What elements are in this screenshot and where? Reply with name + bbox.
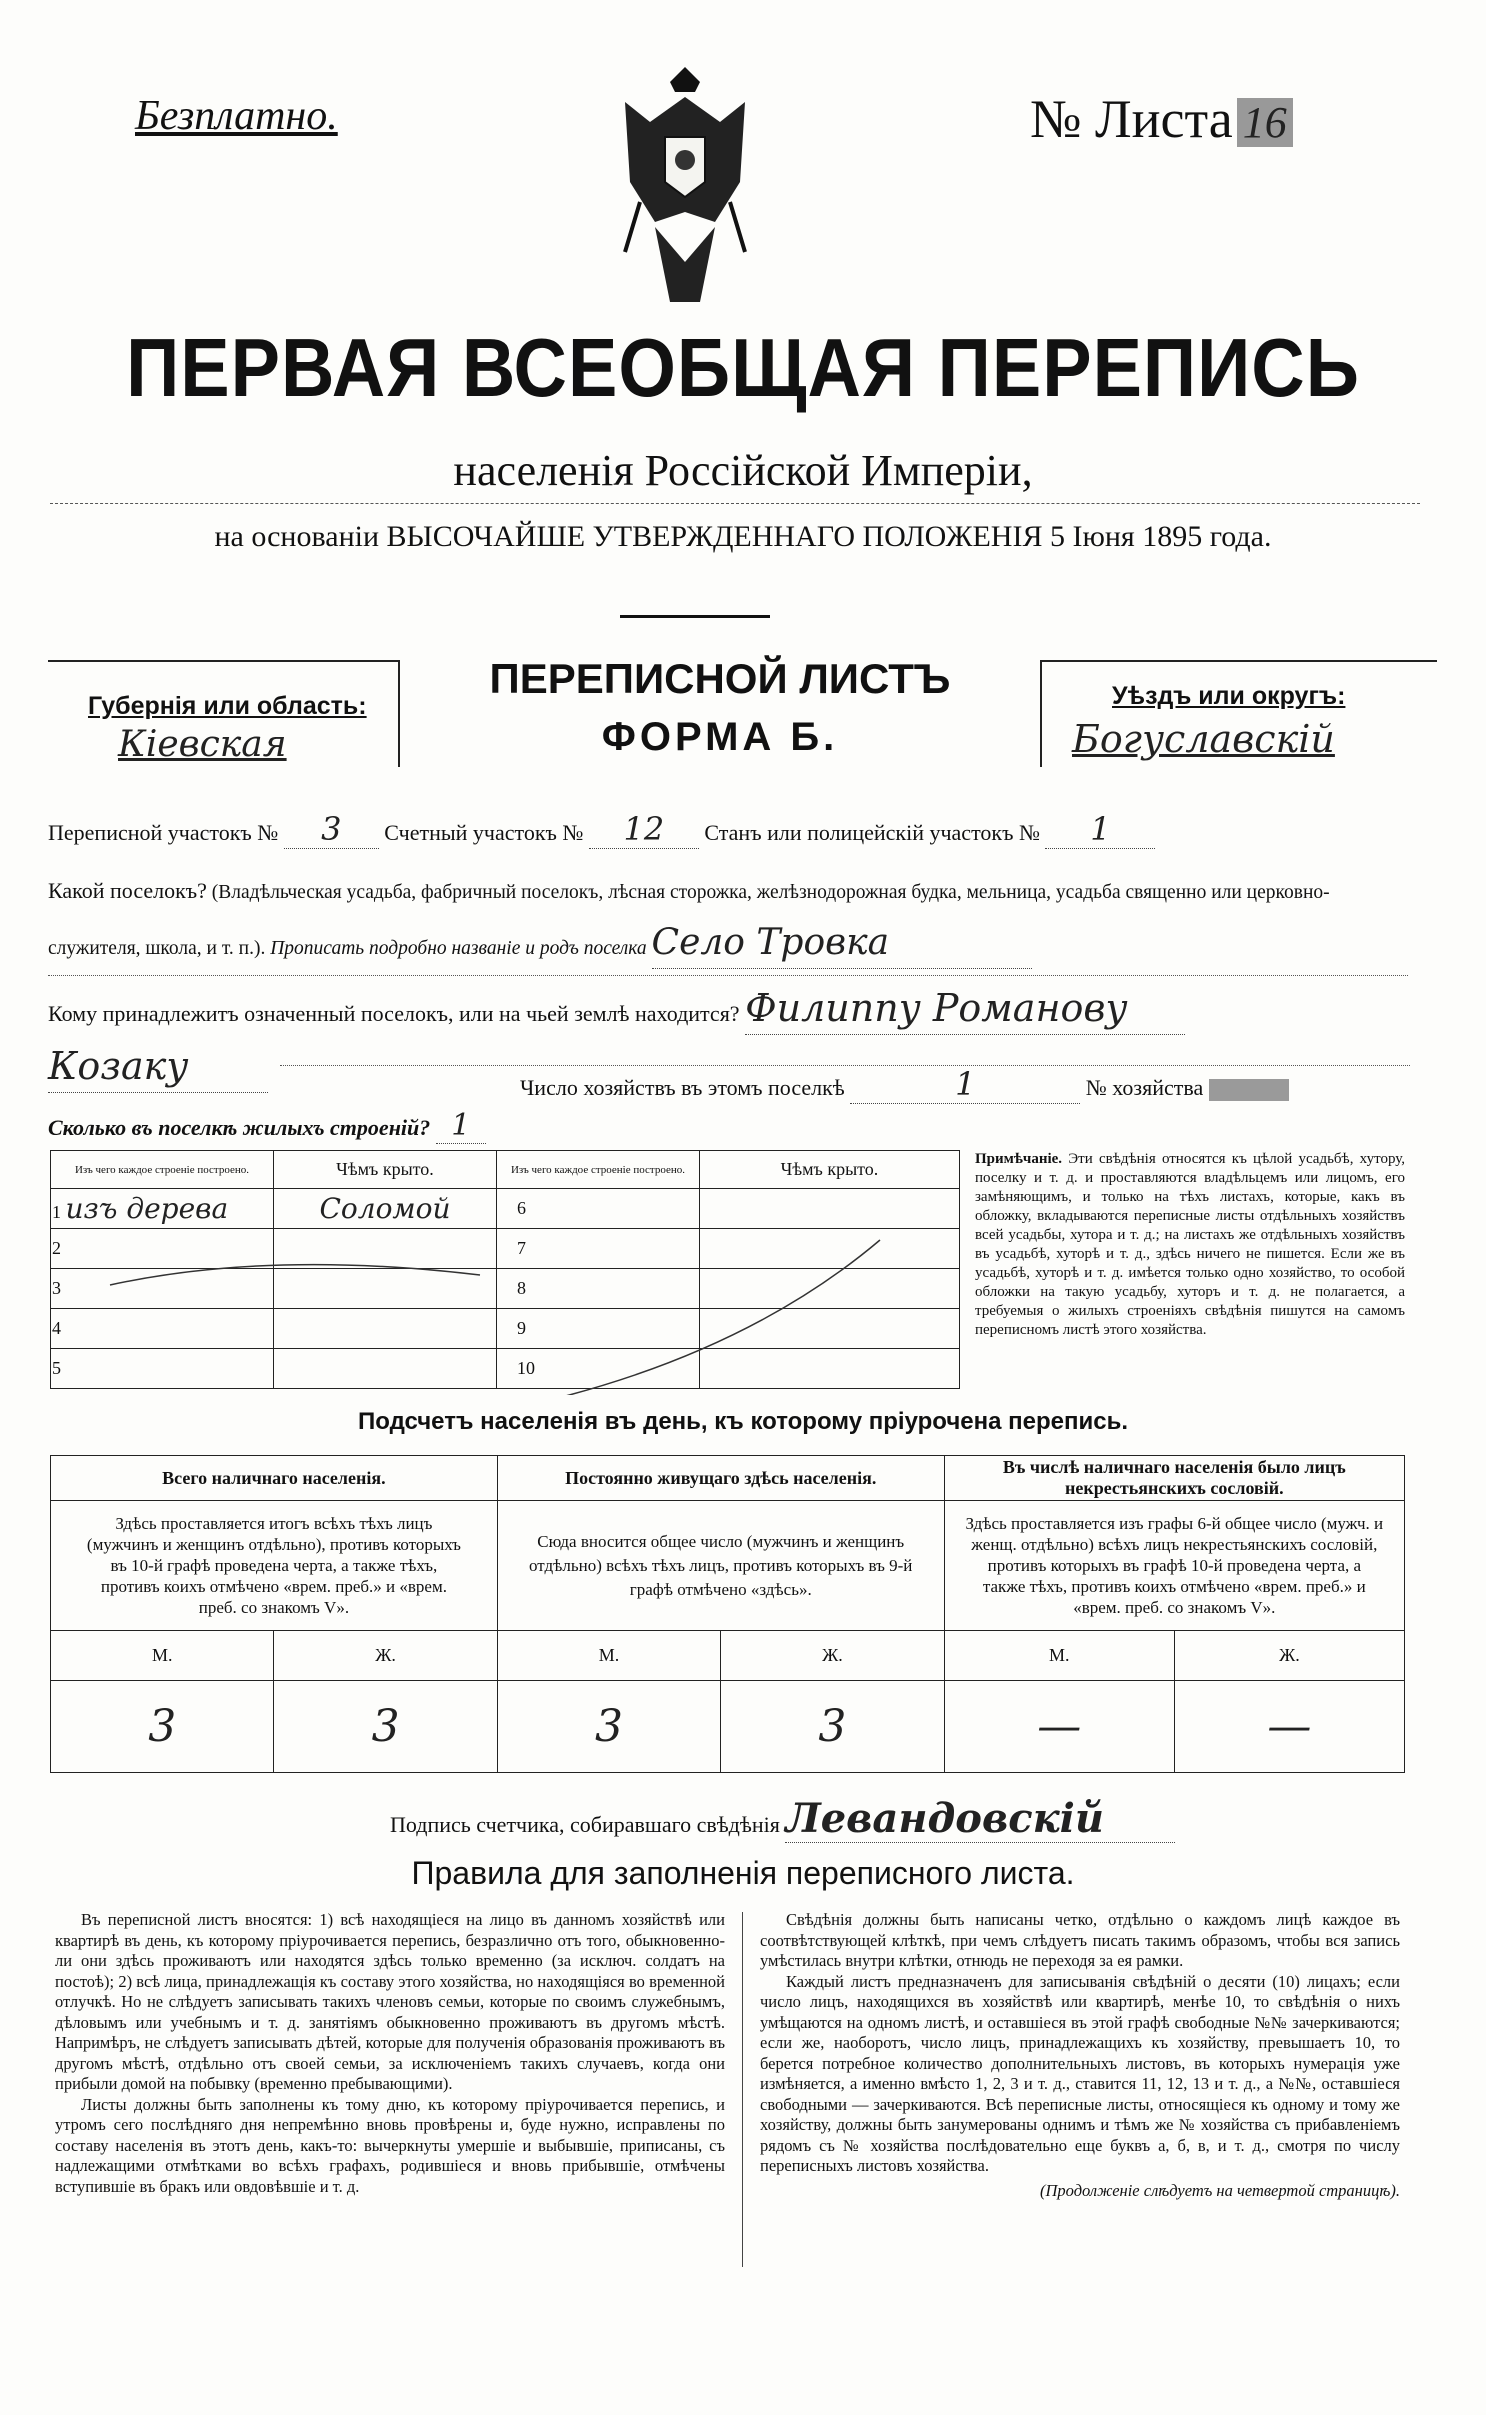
rules-left-column (55, 1910, 725, 2197)
m-header: М. (51, 1631, 274, 1681)
row-number: 1 (52, 1202, 61, 1222)
settlement-label: Какой поселокъ? (48, 878, 207, 903)
col-header: Изъ чего каждое строеніе построено. (51, 1151, 274, 1189)
col-header: Изъ чего каждое строеніе построено. (497, 1151, 700, 1189)
signature-label: Подпись счетчика, собиравшаго свѣдѣнія (390, 1812, 780, 1837)
col-description: Сюда вносится общее число (мужчинъ и женщинъ отдѣльно) всѣхъ тѣхъ лицъ, противъ которыхъ въ 9-й графѣ отмѣчено «здѣсь». (497, 1501, 944, 1631)
tally-value: — (1174, 1681, 1404, 1773)
col-header: Въ числѣ наличнаго населенія было лицъ некрестьянскихъ сословій. (944, 1456, 1404, 1501)
rules-paragraph: Въ переписной листъ вносятся: 1) всѣ находящіеся на лицо въ данномъ хозяйствѣ или квартирѣ въ день, къ которому пріурочивается перепись, безразлично отъ того, обыкновенно-ли они здѣсь проживаютъ или находятся здѣсь только временно (за исключ. солдатъ на постоѣ); 2) всѣ лица, принадлежащія къ составу этого хозяйства, но находящіяся во временной отлучкѣ. Но не слѣдуетъ записывать такихъ членовъ семьи, которые по своимъ служебнымъ, дѣловымъ или учебнымъ и т. д. занятіямъ обыкновенно проживаютъ въ другомъ мѣстѣ. Напримѣръ, не слѣдуетъ записывать дѣтей, которые для полученія образованія проживаютъ въ другомъ мѣстѣ, отдѣльно отъ своей семьи, за исключеніемъ такихъ случаевъ, когда они прибыли домой на побывку (временно пребывающими). (55, 1910, 725, 2093)
note-block (975, 1150, 1405, 1340)
col-header: Постоянно живущаго здѣсь населенія. (497, 1456, 944, 1501)
f-header: Ж. (274, 1631, 497, 1681)
f-header: Ж. (1174, 1631, 1404, 1681)
uezd-value: Богуславскій (1072, 717, 1335, 761)
form-title: ПЕРЕПИСНОЙ ЛИСТЪ (489, 655, 951, 702)
buildings-label: Сколько въ поселкѣ жилыхъ строеній? (48, 1115, 431, 1140)
district-row (48, 810, 1438, 849)
coat-of-arms-icon (610, 62, 760, 322)
tally-value: 3 (721, 1681, 944, 1773)
form-subtitle: ФОРМА Б. (601, 715, 839, 759)
tally-value: 3 (51, 1681, 274, 1773)
row-number: 4 (51, 1309, 274, 1349)
uezd-box (1040, 660, 1437, 767)
rules-continued: (Продолженіе слѣдуетъ на четвертой страницѣ). (1040, 2180, 1400, 2200)
owner-value: Филиппу Романову (745, 982, 1185, 1035)
tally-value: 3 (274, 1681, 497, 1773)
col-description: Здѣсь проставляется итогъ всѣхъ тѣхъ лицъ (мужчинъ и женщинъ отдѣльно), противъ которыхъ въ 10-й графѣ проведена черта, а также тѣхъ, противъ коихъ отмѣчено «врем. преб.» и «врем. преб. со знакомъ V». (51, 1501, 498, 1631)
tally-value: 3 (497, 1681, 720, 1773)
buildings-value: 1 (436, 1108, 486, 1144)
rules-title: Правила для заполненія переписного листа. (411, 1855, 1075, 1891)
material-cell: изъ дерева (65, 1192, 229, 1225)
strike-lines (50, 1150, 960, 1395)
gubernia-label: Губернія или область: (88, 692, 367, 720)
row-number: 9 (497, 1309, 700, 1349)
uezd-label: Уѣздъ или округъ: (1112, 682, 1346, 710)
note-text: Эти свѣдѣнія относятся къ цѣлой усадьбѣ, хутору, поселку и т. д. и проставляются владѣльцемъ или лицомъ, его замѣняющимъ, и только на тѣхъ листахъ, которые, какъ въ обложку, вкладываются переписные листы отдѣльныхъ хозяйствъ всей усадьбы, хутора и т. д.; на листахъ же отдѣльныхъ хозяйствъ въ усадьбѣ, хуторѣ и т. д., здѣсь ничего не пишется. Если же въ усадьбѣ, хуторѣ и т. д. имѣется только одно хозяйство, то особой обложки на такую усадьбу, хуторъ и т. д. не полагается, а требуемыя о жилыхъ строеніяхъ свѣдѣнія пишутся на самомъ переписномъ листѣ этого хозяйства. (975, 1151, 1405, 1338)
note-label: Примѣчаніе. (975, 1151, 1063, 1167)
signature-row (390, 1795, 1175, 1843)
row-number: 7 (497, 1229, 700, 1269)
settlement-hint2: Прописать подробно названіе и родъ поселка (270, 938, 647, 959)
gubernia-box (48, 660, 400, 767)
settlement-block (48, 866, 1393, 974)
sheet-number-label (1030, 88, 1293, 150)
settlement-value: Село Тровка (652, 918, 1032, 969)
m-header: М. (497, 1631, 720, 1681)
row-number: 2 (51, 1229, 274, 1269)
tally-table (50, 1455, 1405, 1773)
stan-value: 1 (1045, 810, 1155, 849)
sheet-no-label: № Листа (1030, 89, 1233, 149)
households-label: Число хозяйствъ въ этомъ поселкѣ (520, 1075, 845, 1100)
basis-text: на основаніи ВЫСОЧАЙШЕ УТВЕРЖДЕННАГО ПОЛОЖЕНІЯ 5 Іюня 1895 года. (214, 520, 1272, 553)
f-header: Ж. (721, 1631, 944, 1681)
row-number: 3 (51, 1269, 274, 1309)
column-divider (742, 1912, 743, 2267)
divider (50, 503, 1420, 504)
household-no-box (1209, 1079, 1289, 1101)
row-number: 6 (497, 1189, 700, 1229)
rules-paragraph: Свѣдѣнія должны быть написаны четко, отдѣльно о каждомъ лицѣ каждое въ соотвѣтствующей клѣткѣ, при чемъ слѣдуетъ писать такимъ образомъ, чтобы вся запись умѣстилась внутри клѣтки, отнюдь не переходя за ея рамки. (760, 1910, 1400, 1970)
households-row (520, 1065, 1440, 1104)
household-no-label: № хозяйства (1085, 1075, 1204, 1100)
row-number: 10 (497, 1349, 700, 1389)
census-district-value: 3 (284, 810, 379, 849)
col-header: Чѣмъ крыто. (700, 1151, 960, 1189)
col-header: Чѣмъ крыто. (274, 1151, 497, 1189)
gubernia-value: Кіевская (118, 724, 287, 765)
rules-paragraph: Листы должны быть заполнены къ тому дню, къ которому пріурочивается перепись, и утромъ сего послѣдняго дня непремѣнно вновь провѣрены и, буде нужно, исправлены по составу населенія въ этотъ день, какъ-то: вычеркнуты умершіе и выбывшіе, приписаны, съ надлежащими отмѣтками во всѣхъ графахъ, родившіеся и вновь прибывшіе, отмѣчены вступившіе въ бракъ или овдовѣвшіе и т. д. (55, 2094, 725, 2196)
col-header: Всего наличнаго населенія. (51, 1456, 498, 1501)
col-description: Здѣсь проставляется изъ графы 6-й общее число (мужч. и женщ. отдѣльно) всѣхъ лицъ некрестьянскихъ сословій, противъ которыхъ въ графѣ 10-й проведена черта, а также тѣхъ, противъ коихъ отмѣчено «врем. преб.» и «врем. преб. со знакомъ V». (944, 1501, 1404, 1631)
page-subtitle: населенія Россійской Имперіи, (453, 446, 1033, 495)
rules-right-column (760, 1910, 1400, 2201)
free-label: Безплатно. (135, 93, 338, 139)
census-district-label: Переписной участокъ № (48, 820, 279, 845)
owner-value-continued: Козаку (48, 1040, 268, 1093)
count-district-value: 12 (589, 810, 699, 849)
households-value: 1 (850, 1065, 1080, 1104)
row-number: 8 (497, 1269, 700, 1309)
divider (48, 975, 1408, 976)
count-district-label: Счетный участокъ № (384, 820, 584, 845)
signature-value: Левандовскій (785, 1795, 1175, 1843)
page-title: ПЕРВАЯ ВСЕОБЩАЯ ПЕРЕПИСЬ (126, 321, 1360, 414)
stan-label: Станъ или полицейскій участокъ № (704, 820, 1040, 845)
buildings-row (48, 1108, 486, 1144)
roof-cell: Соломой (274, 1189, 497, 1229)
divider (620, 615, 770, 618)
rules-paragraph: Каждый листъ предназначенъ для записыванія свѣдѣній о десяти (10) лицахъ; если число лицъ, находящихся въ хозяйствѣ или квартирѣ, менѣе 10, то свѣдѣнія о нихъ умѣщаются на одномъ листѣ, и оставшіеся въ этой графѣ свободные №№ зачеркиваются; если же, наоборотъ, число лицъ, принадлежащихъ къ хозяйству, превышаетъ 10, то берется потребное количество дополнительныхъ листовъ, въ которыхъ нумерація уже измѣняется, а именно вмѣсто 1, 2, 3 и т. д., ставится 11, 12, 13 и т. д., а №№, оставшіеся свободными — зачеркиваются. Всѣ переписные листы, относящіеся къ одному и тому же хозяйству, должны быть занумерованы однимъ и тѣмъ же № хозяйства съ прибавленіемъ рядомъ съ № хозяйства послѣдовательно еще буквъ а, б, в, и т. д., смотря по числу переписныхъ листовъ хозяйства. (760, 1971, 1400, 2175)
owner-label: Кому принадлежитъ означенный поселокъ, или на чьей землѣ находится? (48, 1001, 740, 1026)
sheet-no-value: 16 (1237, 98, 1293, 147)
settlement-hint: (Владѣльческая усадьба, фабричный поселокъ, лѣсная сторожка, желѣзнодорожная будка, мельница, усадьба священно или церковно-служителя, школа, и т. п.). (48, 882, 1330, 959)
tally-value: — (944, 1681, 1174, 1773)
tally-heading: Подсчетъ населенія въ день, къ которому пріурочена перепись. (358, 1408, 1128, 1435)
m-header: М. (944, 1631, 1174, 1681)
row-number: 5 (51, 1349, 274, 1389)
